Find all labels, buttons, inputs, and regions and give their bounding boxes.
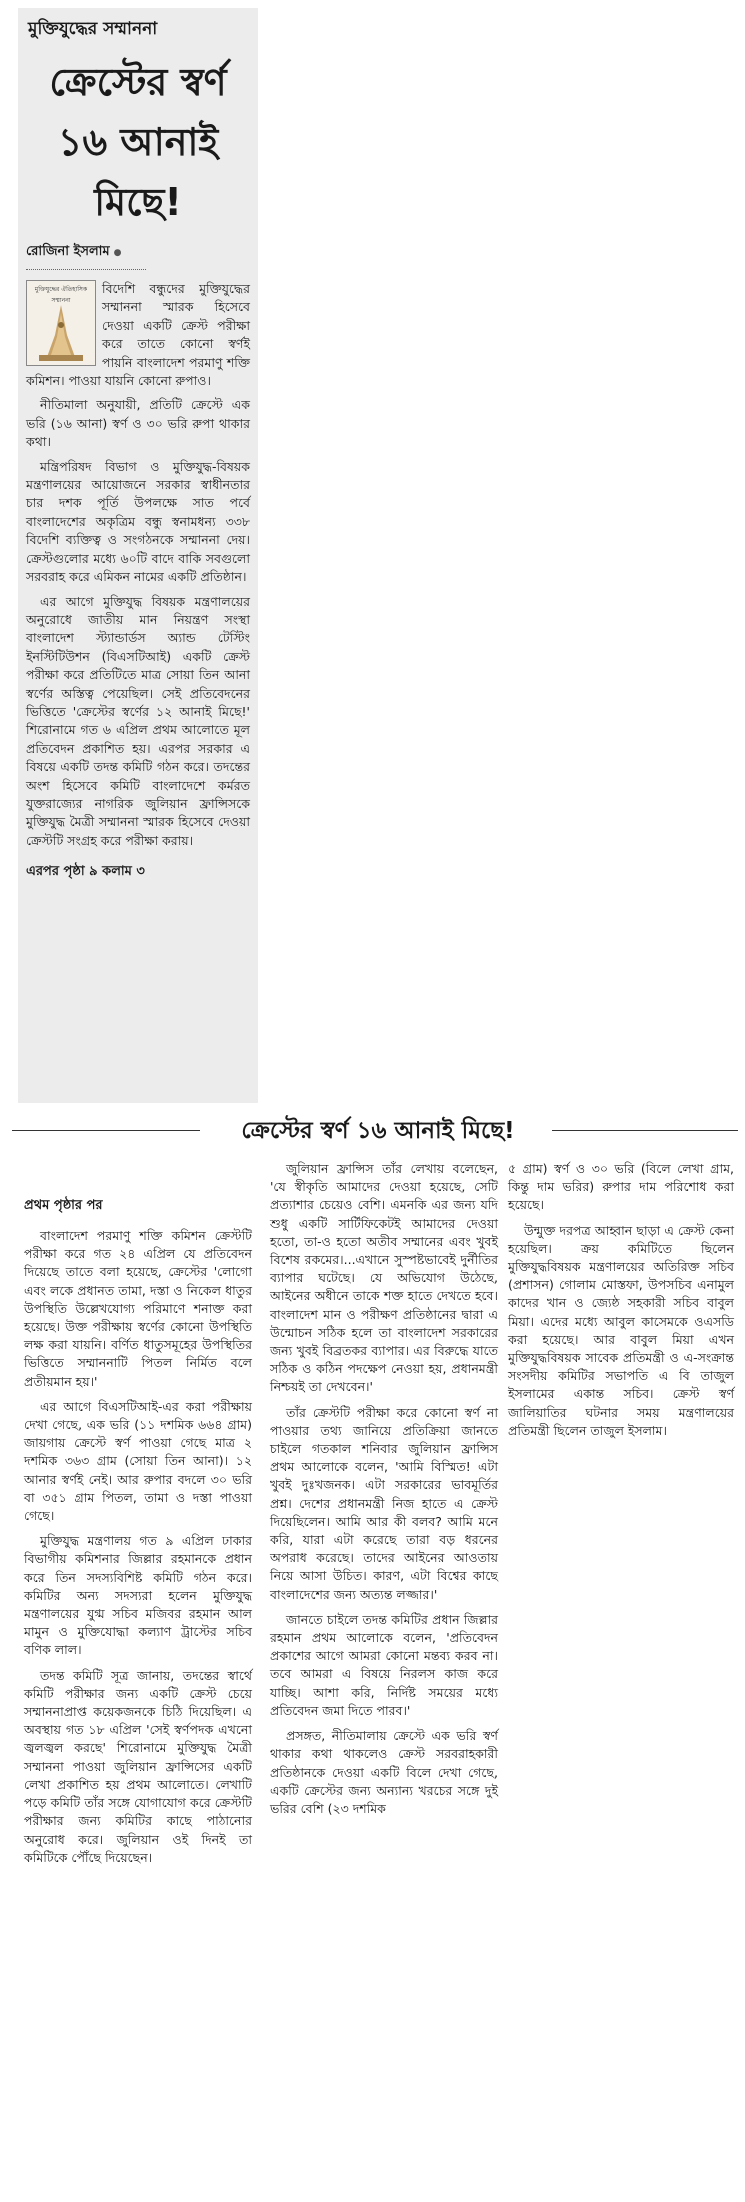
crest-icon [27, 295, 95, 365]
article-paragraph: মুক্তিযুদ্ধ মন্ত্রণালয় গত ৯ এপ্রিল ঢাকার বিভাগীয় কমিশনার জিল্লার রহমানকে প্রধান করে তিন সদস্যবিশিষ্ট কমিটি গঠন করে। কমিটির অন্য সদস্যরা হলেন মুক্তিযুদ্ধ মন্ত্রণালয়ের যুগ্ম সচিব মজিবর রহমান আল মামুন ও মুক্তিযোদ্ধা কল্যাণ ট্রাস্টের সচিব বণিক লাল। [24, 1533, 252, 1658]
article-paragraph: জানতে চাইলে তদন্ত কমিটির প্রধান জিল্লার রহমান প্রথম আলোকে বলেন, 'প্রতিবেদন প্রকাশের আগে আমরা কোনো মন্তব্য করব না। তবে আমরা এ বিষয়ে নিরলস কাজ করে যাচ্ছি। আশা করি, নির্দিষ্ট সময়ের মধ্যে প্রতিবেদন জমা দিতে পারব।' [270, 1611, 498, 1718]
jump-header [12, 1112, 738, 1150]
author-name: রোজিনা ইসলাম [26, 244, 110, 259]
crest-photo [26, 280, 96, 366]
headline-line: ক্রেস্টের স্বর্ণ [49, 60, 227, 104]
divider [12, 1130, 200, 1131]
bullet-icon: ● [113, 248, 122, 258]
front-paragraph: মন্ত্রিপরিষদ বিভাগ ও মুক্তিযুদ্ধ-বিষয়ক মন্ত্রণালয়ের আয়োজনে সরকার স্বাধীনতার চার দশক পূর্তি উপলক্ষে সাত পর্বে বাংলাদেশের অকৃত্রিম বন্ধু স্বনামধন্য ৩৩৮ বিদেশি ব্যক্তিত্ব ও সংগঠনকে সম্মাননা দেয়। ক্রেস্টগুলোর মধ্যে ৬০টি বাদে বাকি সবগুলো সরবরাহ করে এমিকন নামের একটি প্রতিষ্ঠান। [26, 458, 250, 585]
article-paragraph: তাঁর ক্রেস্টটি পরীক্ষা করে কোনো স্বর্ণ না পাওয়ার তথ্য জানিয়ে প্রতিক্রিয়া জানতে চাইলে গতকাল শনিবার জুলিয়ান ফ্রান্সিস প্রথম আলোকে বলেন, 'আমি বিস্মিত! এটা খুবই দুঃখজনক। এটা সরকারের ভাবমূর্তির প্রশ্ন। দেশের প্রধানমন্ত্রী নিজ হাতে এ ক্রেস্ট দিয়েছিলেন। আমি আর কী বলব? আমি মনে করি, যারা এটা করেছে তারা বড় ধরনের অপরাধ করেছে। তাদের আইনের আওতায় নিয়ে আসা উচিত। কারণ, এটা বিশ্বের কাছে বাংলাদেশের জন্য অত্যন্ত লজ্জার।' [270, 1404, 498, 1602]
byline [26, 242, 146, 270]
headline [26, 52, 250, 232]
headline-line: ১৬ আনাই [57, 120, 219, 164]
article-paragraph: এর আগে বিএসটিআই-এর করা পরীক্ষায় দেখা গেছে, এক ভরি (১১ দশমিক ৬৬৪ গ্রাম) জায়গায় ক্রেস্টে স্বর্ণ পাওয়া গেছে মাত্র ২ দশমিক ৩৬৩ গ্রাম (সোয়া তিন আনা)। ১২ আনার স্বর্ণই নেই। আর রুপার বদলে ৩০ ভরি বা ৩৫১ গ্রাম পিতল, তামা ও দস্তা পাওয়া গেছে। [24, 1398, 252, 1524]
front-paragraph: বিদেশি বন্ধুদের মুক্তিযুদ্ধের সম্মাননা স্মারক হিসেবে দেওয়া একটি ক্রেস্ট পরীক্ষা করে তাতে কোনো স্বর্ণই পায়নি বাংলাদেশ পরমাণু শক্তি কমিশন। পাওয়া যায়নি কোনো রুপাও। [26, 281, 250, 389]
jump-column-3 [508, 1160, 734, 1447]
jump-column-1 [24, 1160, 252, 1874]
divider [552, 1130, 738, 1131]
crest-photo-caption: মুক্তিযুদ্ধের ঐতিহাসিক সম্মাননা [34, 286, 88, 304]
jump-headline: ক্রেস্টের স্বর্ণ ১৬ আনাই মিছে! [241, 1118, 515, 1144]
article-paragraph: ৫ গ্রাম) স্বর্ণ ও ৩০ ভরি (বিলে লেখা গ্রাম, কিন্তু দাম ভরির) রুপার দাম পরিশোধ করা হয়েছে। [508, 1161, 734, 1213]
continued-on: এরপর পৃষ্ঠা ৯ কলাম ৩ [26, 864, 145, 880]
article-paragraph: উন্মুক্ত দরপত্র আহ্বান ছাড়া এ ক্রেস্ট কেনা হয়েছিল। ক্রয় কমিটিতে ছিলেন মুক্তিযুদ্ধবিষয়ক মন্ত্রণালয়ের অতিরিক্ত সচিব (প্রশাসন) গোলাম মোস্তফা, উপসচিব এনামুল কাদের খান ও জ্যেষ্ঠ সহকারী সচিব বাবুল মিয়া। এদের মধ্যে আবুল কাসেমকে ওএসডি করা হয়েছে। আর বাবুল মিয়া এখন মুক্তিযুদ্ধবিষয়ক সাবেক প্রতিমন্ত্রী ও এ-সংক্রান্ত সংসদীয় কমিটির সভাপতি এ বি তাজুল ইসলামের একান্ত সচিব। ক্রেস্ট স্বর্ণ জালিয়াতির ঘটনার সময় মন্ত্রণালয়ের প্রতিমন্ত্রী ছিলেন তাজুল ইসলাম। [508, 1222, 734, 1438]
article-paragraph: জুলিয়ান ফ্রান্সিস তাঁর লেখায় বলেছেন, 'যে স্বীকৃতি আমাদের দেওয়া হয়েছে, সেটি প্রত্যাশার চেয়েও বেশি। এমনকি এর জন্য যদি শুধু একটি সার্টিফিকেটই আমাদের দেওয়া হতো, তা-ও হতো অতীব সম্মানের এবং খুবই বিশেষ রকমের।...এখানে সুস্পষ্টভাবেই দুর্নীতির ব্যাপার ঘটেছে। যে অভিযোগ উঠেছে, আইনের অধীনে তাকে শক্ত হাতে দেখতে হবে। বাংলাদেশ মান ও পরীক্ষণ প্রতিষ্ঠানের দ্বারা এ উন্মোচন সঠিক হলে তা বাংলাদেশ সরকারের জন্য খুবই বিব্রতকর ব্যাপার। এর বিরুদ্ধে যাতে সঠিক ও কঠিন পদক্ষেপ নেওয়া হয়, প্রধানমন্ত্রী নিশ্চয়ই তা দেখবেন।' [270, 1161, 498, 1395]
article-paragraph: প্রসঙ্গত, নীতিমালায় ক্রেস্টে এক ভরি স্বর্ণ থাকার কথা থাকলেও ক্রেস্ট সরবরাহকারী প্রতিষ্ঠানকে দেওয়া একটি বিলে দেখা গেছে, একটি ক্রেস্টের জন্য অন্যান্য খরচের সঙ্গে দুই ভরির বেশি (২৩ দশমিক [270, 1728, 498, 1816]
article-paragraph: বাংলাদেশ পরমাণু শক্তি কমিশন ক্রেস্টটি পরীক্ষা করে গত ২৪ এপ্রিল যে প্রতিবেদন দিয়েছে তাতে বলা হয়েছে, ক্রেস্টের 'লোগো এবং লকে প্রধানত তামা, দস্তা ও নিকেল ধাতুর উপস্থিতি উল্লেখযোগ্য পরিমাণে শনাক্ত করা হয়েছে। উক্ত পরীক্ষায় স্বর্ণের কোনো উপস্থিতি লক্ষ করা যায়নি। বর্ণিত ধাতুসমূহের উপস্থিতির ভিত্তিতে সম্মাননাটি পিতল নির্মিত বলে প্রতীয়মান হয়।' [24, 1228, 252, 1389]
jump-column-2 [270, 1160, 498, 1825]
kicker: মুক্তিযুদ্ধের সম্মাননা [28, 19, 158, 39]
front-paragraph: নীতিমালা অনুযায়ী, প্রতিটি ক্রেস্টে এক ভরি (১৬ আনা) স্বর্ণ ও ৩০ ভরি রুপা থাকার কথা। [26, 397, 250, 450]
headline-line: মিছে! [94, 180, 182, 224]
article-paragraph: তদন্ত কমিটি সূত্র জানায়, তদন্তের স্বার্থে কমিটি পরীক্ষার জন্য একটি ক্রেস্ট চেয়ে সম্মাননাপ্রাপ্ত কয়েকজনকে চিঠি দিয়েছিল। এ অবস্থায় গত ১৮ এপ্রিল 'সেই স্বর্ণপদক এখনো জ্বলজ্বল করছে' শিরোনামে মুক্তিযুদ্ধ মৈত্রী সম্মাননা পাওয়া জুলিয়ান ফ্রান্সিসের একটি লেখা প্রকাশিত হয় প্রথম আলোতে। লেখাটি পড়ে কমিটি তাঁর সঙ্গে যোগাযোগ করে ক্রেস্টটি পরীক্ষার জন্য কমিটির কাছে পাঠানোর অনুরোধ করে। জুলিয়ান ওই দিনই তা কমিটিকে পৌঁছে দিয়েছেন। [24, 1667, 252, 1865]
continued-from: প্রথম পৃষ্ঠার পর [24, 1198, 103, 1213]
front-page-column [18, 8, 258, 1103]
front-paragraph: এর আগে মুক্তিযুদ্ধ বিষয়ক মন্ত্রণালয়ের অনুরোধে জাতীয় মান নিয়ন্ত্রণ সংস্থা বাংলাদেশ স্ট্যান্ডার্ডস অ্যান্ড টেস্টিং ইনস্টিটিউশন (বিএসটিআই) একটি ক্রেস্ট পরীক্ষা করে প্রতিটিতে মাত্র সোয়া তিন আনা স্বর্ণের অস্তিত্ব পেয়েছিল। সেই প্রতিবেদনের ভিত্তিতে 'ক্রেস্টের স্বর্ণের ১২ আনাই মিছে!' শিরোনামে গত ৬ এপ্রিল প্রথম আলোতে মূল প্রতিবেদন প্রকাশিত হয়। এরপর সরকার এ বিষয়ে একটি তদন্ত কমিটি গঠন করে। তদন্তের অংশ হিসেবে কমিটি বাংলাদেশে কর্মরত যুক্তরাজ্যের নাগরিক জুলিয়ান ফ্রান্সিসকে মুক্তিযুদ্ধ মৈত্রী সম্মাননা স্মারক হিসেবে দেওয়া ক্রেস্টটি সংগ্রহ করে পরীক্ষা করায়। [26, 593, 250, 848]
